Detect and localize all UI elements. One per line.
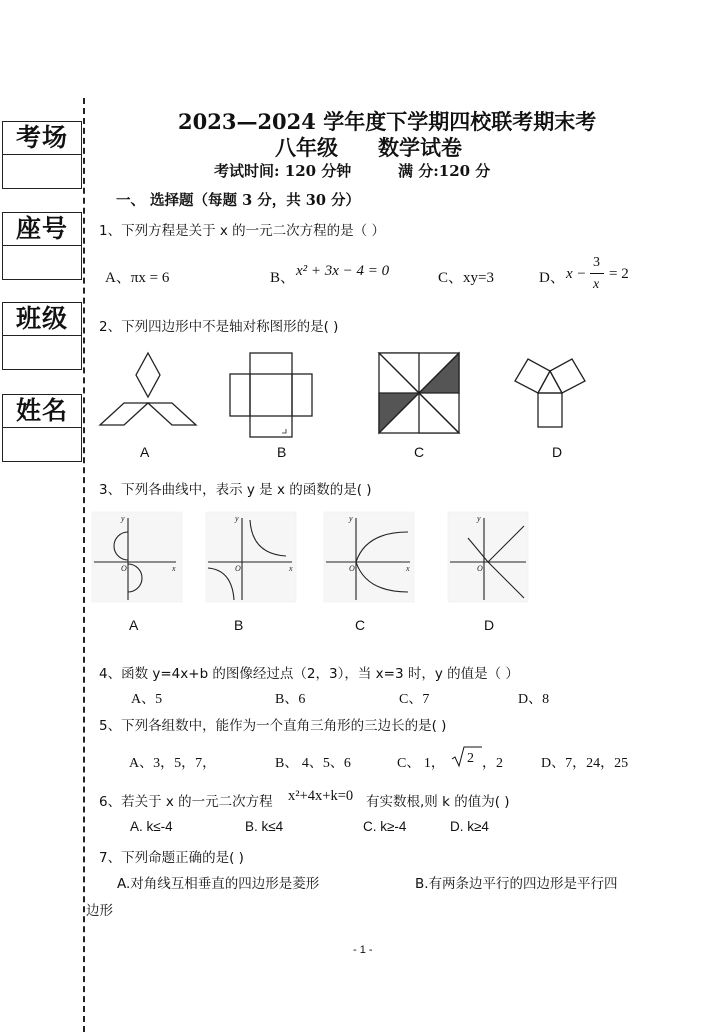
q3-label-b: B (234, 617, 244, 633)
q1-option-d-prefix: D、 (539, 270, 565, 286)
q5-option-c-prefix: C、 1， (397, 756, 445, 771)
q5-option-c-suffix: ，2 (482, 756, 503, 771)
name-box (2, 394, 82, 462)
q2-figure-a (100, 353, 286, 433)
exam-room-label: 考场 (3, 122, 81, 155)
q3-label-c: C (355, 617, 366, 633)
q2-figure-d (515, 359, 585, 427)
q1-option-d-left: x − (566, 266, 587, 282)
exam-room-blank[interactable] (3, 155, 81, 188)
q3-d-o: O (477, 564, 483, 573)
q1-option-c: C、xy=3 (438, 270, 494, 286)
q1-option-d-right: = 2 (609, 266, 629, 282)
q2-label-c: C (414, 444, 425, 460)
q4-option-a: A、5 (131, 692, 163, 707)
name-blank[interactable] (3, 428, 81, 461)
binding-dashed-line (83, 98, 85, 1032)
q7-option-b-continued: 边形 (86, 903, 113, 919)
q3-b-o: O (235, 564, 241, 573)
question-6-stem-prefix: 6、若关于 x 的一元二次方程 (99, 794, 273, 810)
class-label: 班级 (3, 303, 81, 336)
sqrt-sign (450, 744, 484, 770)
q4-option-c: C、7 (399, 692, 430, 707)
q3-b-y: y (235, 514, 239, 523)
q3-c-o: O (349, 564, 355, 573)
q1-option-b-prefix: B、 (270, 270, 296, 286)
class-blank[interactable] (3, 336, 81, 369)
q2-label-d: D (552, 444, 563, 460)
question-4-stem: 4、函数 y=4x+b 的图像经过点（2，3），当 x=3 时，y 的值是（ ） (99, 666, 519, 682)
q5-option-a: A、3，5，7， (129, 756, 217, 771)
q2-figure-b (230, 353, 312, 437)
seat-number-blank[interactable] (3, 246, 81, 279)
q4-option-b: B、6 (275, 692, 306, 707)
subject-label: 数学试卷 (378, 135, 462, 160)
q7-option-a: A.对角线互相垂直的四边形是菱形 (117, 876, 320, 892)
q3-b-x: x (289, 564, 293, 573)
q4-option-d: D、8 (518, 692, 550, 707)
fraction-bar (590, 273, 604, 274)
q2-label-b: B (277, 444, 287, 460)
question-2-stem: 2、下列四边形中不是轴对称图形的是( ) (99, 319, 339, 335)
q2-figure-c (379, 353, 459, 433)
q3-a-x: x (172, 564, 176, 573)
name-label: 姓名 (3, 395, 81, 428)
q3-label-a: A (129, 617, 139, 633)
q5-option-b: B、 4、5、6 (275, 756, 351, 771)
q1-option-a: A、πx = 6 (105, 270, 170, 286)
class-box (2, 302, 82, 370)
q3-d-y: y (477, 514, 481, 523)
seat-number-label: 座号 (3, 213, 81, 246)
q1-option-b: x² + 3x − 4 = 0 (296, 263, 390, 279)
page-number: - 1 - (353, 944, 373, 956)
exam-title: 2023—2024 学年度下学期四校联考期末考 (178, 109, 597, 134)
q3-c-x: x (406, 564, 410, 573)
question-1-stem: 1、下列方程是关于 x 的一元二次方程的是（ ） (99, 223, 385, 239)
exam-time: 考试时间: 120 分钟 (214, 162, 352, 180)
q6-option-b: B. k≤4 (245, 819, 284, 834)
seat-number-box (2, 212, 82, 280)
grade-label: 八年级 (275, 135, 338, 160)
q2-figures (90, 345, 590, 445)
q2-label-a: A (140, 444, 150, 460)
q1-option-d-denominator: x (593, 277, 600, 292)
q5-option-d: D、7，24，25 (541, 756, 629, 771)
q6-option-d: D. k≥4 (450, 819, 489, 834)
full-score: 满 分:120 分 (398, 162, 491, 180)
sqrt-radicand: 2 (467, 751, 474, 766)
q3-a-o: O (121, 564, 127, 573)
question-5-stem: 5、下列各组数中，能作为一个直角三角形的三边长的是( ) (99, 718, 447, 734)
question-7-stem: 7、下列命题正确的是( ) (99, 850, 244, 866)
exam-room-box (2, 121, 82, 189)
q7-option-b: B.有两条边平行的四边形是平行四 (415, 876, 618, 892)
q3-c-y: y (349, 514, 353, 523)
q3-graph-backgrounds (92, 512, 528, 602)
question-3-stem: 3、下列各曲线中，表示 y 是 x 的函数的是( ) (99, 482, 372, 498)
q6-option-a: A. k≤-4 (130, 819, 173, 834)
q1-option-d-numerator: 3 (593, 255, 600, 270)
q6-option-c: C. k≥-4 (363, 819, 407, 834)
section-heading: 一、 选择题（每题 3 分，共 30 分） (116, 192, 361, 209)
q3-graphs (88, 508, 548, 608)
q3-a-y: y (121, 514, 125, 523)
question-6-equation: x²+4x+k=0 (288, 788, 354, 804)
q3-label-d: D (484, 617, 495, 633)
question-6-stem-suffix: 有实数根,则 k 的值为( ) (366, 794, 510, 810)
